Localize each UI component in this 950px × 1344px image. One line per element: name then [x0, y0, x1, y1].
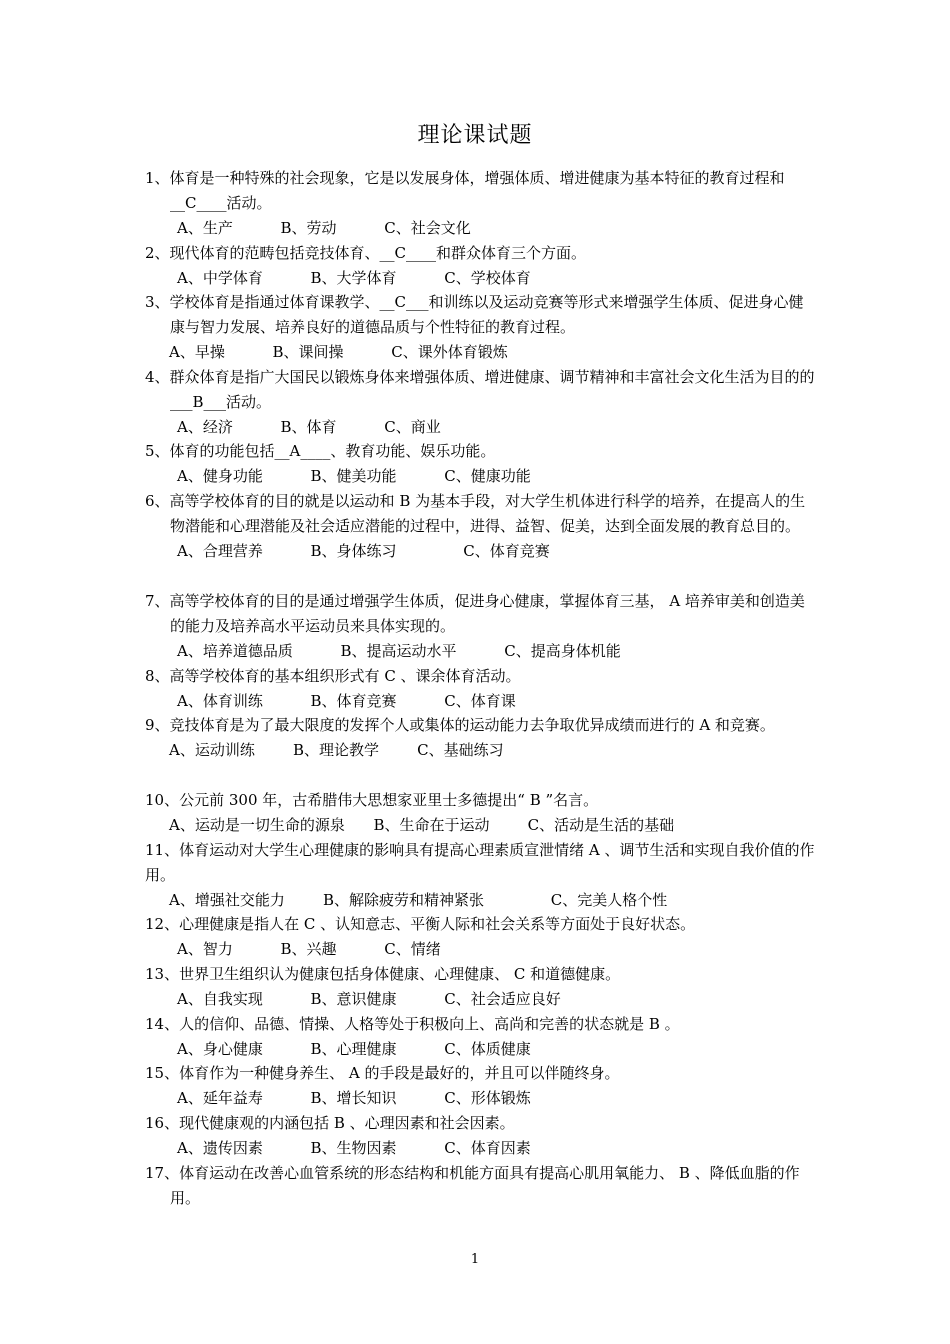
question-text: 14、人的信仰、品德、情操、人格等处于积极向上、高尚和完善的状态就是 B 。 [145, 1015, 680, 1033]
question-text: 7、高等学校体育的目的是通过增强学生体质，促进身心健康，掌握体育三基， A 培养审美和创造美的能力及培养高水平运动员来具体实现的。 [145, 592, 805, 635]
question-options: A、自我实现 B、意识健康 C、社会适应良好 [177, 990, 561, 1008]
question-options: A、遗传因素 B、生物因素 C、体育因素 [177, 1139, 531, 1157]
question-6 [145, 489, 815, 564]
question-text: 17、体育运动在改善心血管系统的形态结构和机能方面具有提高心肌用氧能力、 B 、降低血脂的作用。 [145, 1164, 800, 1207]
question-text: 11、体育运动对大学生心理健康的影响具有提高心理素质宣泄情绪 A 、调节生活和实现自我价值的作用。 [145, 841, 815, 884]
question-12 [145, 912, 815, 962]
question-15 [145, 1061, 815, 1111]
question-text: 6、高等学校体育的目的就是以运动和 B 为基本手段，对大学生机体进行科学的培养，在提高人的生物潜能和心理潜能及社会适应潜能的过程中，进得、益智、促美，达到全面发展的教育总目的。 [145, 492, 806, 535]
question-text: 16、现代健康观的内涵包括 B 、心理因素和社会因素。 [145, 1114, 515, 1132]
question-options: A、经济 B、体育 C、商业 [177, 418, 441, 436]
question-text: 3、学校体育是指通过体育课教学、__C___和训练以及运动竞赛等形式来增强学生体质、促进身心健康与智力发展、培养良好的道德品质与个性特征的教育过程。 [145, 293, 804, 336]
question-10 [145, 788, 815, 838]
question-options: A、运动训练 B、理论教学 C、基础练习 [169, 741, 504, 759]
question-options: A、生产 B、劳动 C、社会文化 [177, 219, 471, 237]
question-text: 5、体育的功能包括__A____、教育功能、娱乐功能。 [145, 442, 496, 460]
question-options: A、智力 B、兴趣 C、情绪 [177, 940, 441, 958]
question-text: 2、现代体育的范畴包括竞技体育、__C____和群众体育三个方面。 [145, 244, 587, 262]
question-14 [145, 1012, 815, 1062]
question-options: A、体育训练 B、体育竞赛 C、体育课 [177, 692, 516, 710]
question-text: 12、心理健康是指人在 C 、认知意志、平衡人际和社会关系等方面处于良好状态。 [145, 915, 696, 933]
question-options: A、增强社交能力 B、解除疲劳和精神紧张 C、完美人格个性 [169, 891, 668, 909]
question-text: 4、群众体育是指广大国民以锻炼身体来增强体质、增进健康、调节精神和丰富社会文化生活为目的的___B___活动。 [145, 368, 815, 411]
question-text: 13、世界卫生组织认为健康包括身体健康、心理健康、 C 和道德健康。 [145, 965, 621, 983]
document-title: 理论课试题 [417, 123, 533, 148]
question-options: A、运动是一切生命的源泉 B、生命在于运动 C、活动是生活的基础 [169, 816, 675, 834]
question-5 [145, 439, 815, 489]
question-1 [145, 166, 815, 241]
question-options: A、健身功能 B、健美功能 C、健康功能 [177, 467, 531, 485]
question-text: 8、高等学校体育的基本组织形式有 C 、课余体育活动。 [145, 667, 521, 685]
question-text: 10、公元前 300 年，古希腊伟大思想家亚里士多德提出“ B ”名言。 [145, 791, 599, 809]
question-options: A、身心健康 B、心理健康 C、体质健康 [177, 1040, 531, 1058]
question-16 [145, 1111, 815, 1161]
question-options: A、延年益寿 B、增长知识 C、形体锻炼 [177, 1089, 531, 1107]
question-options: A、中学体育 B、大学体育 C、学校体育 [177, 269, 531, 287]
question-4 [145, 365, 815, 440]
page-number: 1 [470, 1252, 480, 1267]
question-7 [145, 589, 815, 664]
question-9 [145, 713, 815, 763]
question-text: 9、竞技体育是为了最大限度的发挥个人或集体的运动能力去争取优异成绩而进行的 A 和竞赛。 [145, 716, 775, 734]
question-8 [145, 664, 815, 714]
question-2 [145, 241, 815, 291]
question-11 [145, 838, 815, 913]
question-text: 1、体育是一种特殊的社会现象，它是以发展身体，增强体质、增进健康为基本特征的教育过程和__C____活动。 [145, 169, 785, 212]
question-options: A、合理营养 B、身体练习 C、体育竞赛 [177, 542, 550, 560]
question-text: 15、体育作为一种健身养生、 A 的手段是最好的，并且可以伴随终身。 [145, 1064, 620, 1082]
question-options: A、早操 B、课间操 C、课外体育锻炼 [169, 343, 508, 361]
question-17 [145, 1161, 815, 1211]
question-13 [145, 962, 815, 1012]
question-3 [145, 290, 815, 365]
question-options: A、培养道德品质 B、提高运动水平 C、提高身体机能 [177, 642, 621, 660]
